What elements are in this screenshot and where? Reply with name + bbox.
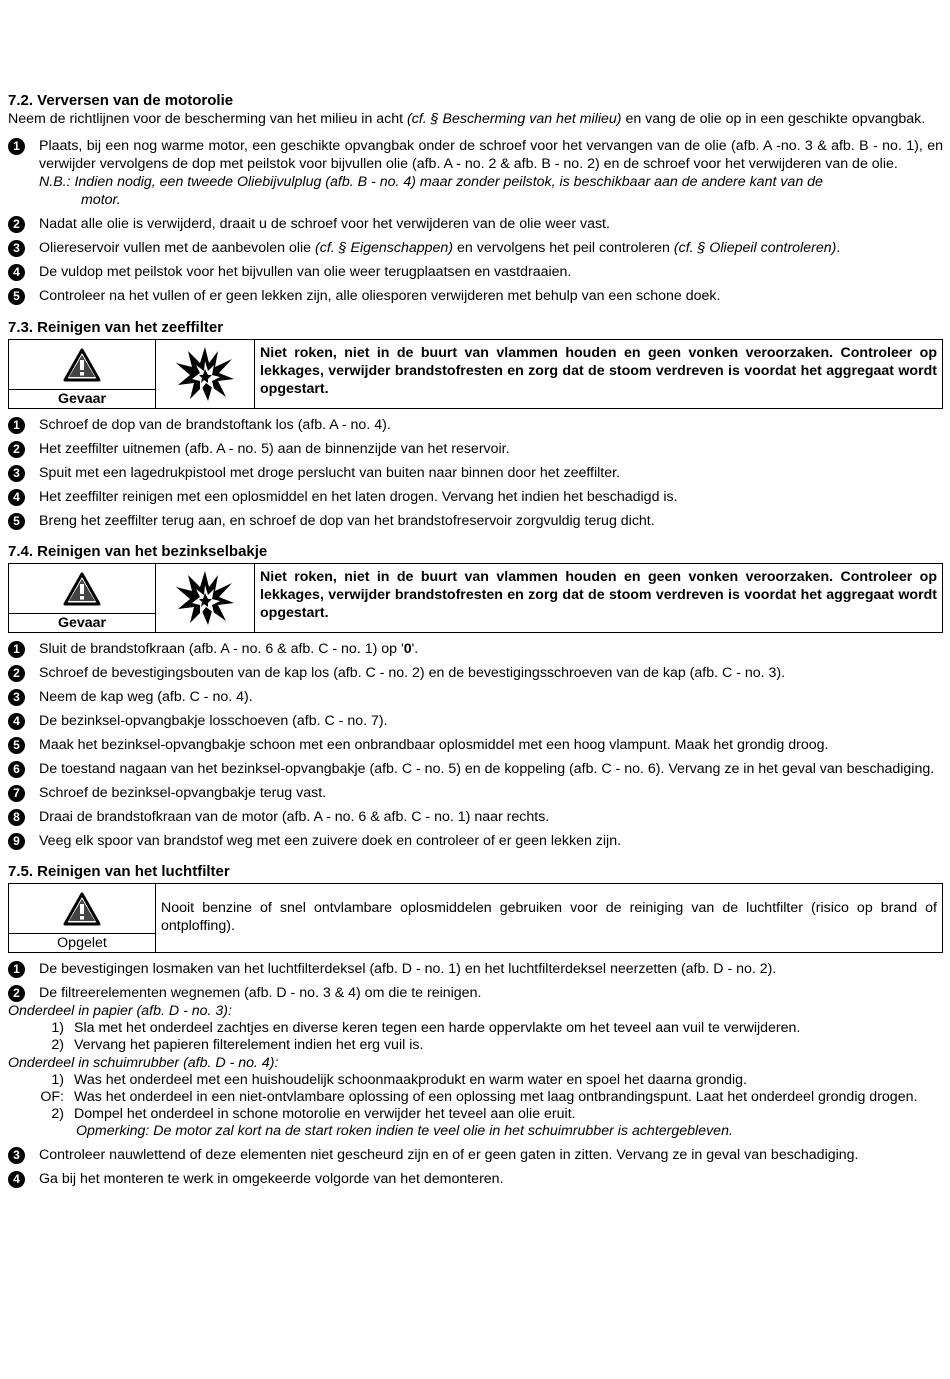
step-number-marker: 7 <box>8 785 25 802</box>
step-text: Controleer nauwlettend of deze elementen niet gescheurd zijn en of er geen gaten in zitten. Vervang ze in geval van beschadiging. <box>39 1147 859 1163</box>
step-number-marker: 3 <box>8 689 25 706</box>
list-item: 2) Vervang het papieren filterelement indien het erg vuil is. <box>51 1037 424 1053</box>
step-text: Neem de kap weg (afb. C - no. 4). <box>39 689 253 705</box>
step-item <box>8 960 943 978</box>
step-number-marker: 1 <box>8 641 25 658</box>
step-item <box>8 1146 943 1164</box>
step-number-marker: 2 <box>8 985 25 1002</box>
list-item: OF: Was het onderdeel in een niet-ontvlambare oplossing of een oplossing met laag ontbrandingspunt. Laat het onderdeel grondig drogen. <box>40 1089 918 1105</box>
step-number-marker: 5 <box>8 288 25 305</box>
step-item <box>8 832 943 850</box>
caution-text: Nooit benzine of snel ontvlambare oplosmiddelen gebruiken voor de reiniging van de luchtfilter (risico op brand of ontploffing). <box>161 900 937 934</box>
step-item <box>8 712 943 730</box>
document-page <box>8 92 943 1188</box>
warning-triangle-icon <box>9 340 155 389</box>
step-text: Controleer na het vullen of er geen lekken zijn, alle oliesporen verwijderen met behulp van een schone doek. <box>39 288 721 304</box>
step-number-marker: 3 <box>8 465 25 482</box>
step-text: De filtreerelementen wegnemen (afb. D - no. 3 & 4) om die te reinigen. <box>39 985 482 1001</box>
step-text: De toestand nagaan van het bezinksel-opvangbakje (afb. C - no. 5) en de koppeling (afb. C - no. 6). Vervang ze in het geval van beschadiging. <box>39 761 935 777</box>
step-number-marker: 3 <box>8 240 25 257</box>
step-number-marker: 6 <box>8 761 25 778</box>
step-item <box>8 640 943 658</box>
step-item <box>8 287 943 305</box>
step-number-marker: 2 <box>8 665 25 682</box>
step-item <box>8 808 943 826</box>
step-text: Oliereservoir vullen met de aanbevolen olie (cf. § Eigenschappen) en vervolgens het peil controleren (cf. § Oliepeil controleren). <box>39 240 841 256</box>
step-item <box>8 984 943 1002</box>
step-item <box>8 1170 943 1188</box>
section-title-7-2: 7.2. Verversen van de motorolie <box>8 92 234 109</box>
note-text: N.B.: Indien nodig, een tweede Oliebijvulplug (afb. B - no. 4) maar zonder peilstok, is beschikbaar aan de andere kant van de motor. <box>39 174 823 208</box>
step-text: Ga bij het monteren te werk in omgekeerde volgorde van het demonteren. <box>39 1171 504 1187</box>
step-text: Maak het bezinksel-opvangbakje schoon met een onbrandbaar oplosmiddel met een hoog vlampunt. Maak het grondig droog. <box>39 737 829 753</box>
step-number-marker: 1 <box>8 417 25 434</box>
step-item <box>8 488 943 506</box>
step-item <box>8 263 943 281</box>
step-number-marker: 3 <box>8 1147 25 1164</box>
section-title-7-5: 7.5. Reinigen van het luchtfilter <box>8 863 230 880</box>
step-number-marker: 2 <box>8 216 25 233</box>
step-item <box>8 736 943 754</box>
step-item <box>8 440 943 458</box>
step-text: Spuit met een lagedrukpistool met droge perslucht van buiten naar binnen door het zeeffilter. <box>39 465 621 481</box>
step-number-marker: 4 <box>8 489 25 506</box>
list-item: 2) Dompel het onderdeel in schone motorolie en verwijder het teveel aan olie eruit. <box>51 1106 576 1122</box>
step-text: Veeg elk spoor van brandstof weg met een zuivere doek en controleer of er geen lekken zijn. <box>39 833 622 849</box>
step-text: Schroef de dop van de brandstoftank los (afb. A - no. 4). <box>39 417 391 433</box>
step-text: Draai de brandstofkraan van de motor (afb. A - no. 6 & afb. C - no. 1) naar rechts. <box>39 809 550 825</box>
step-item <box>8 664 943 682</box>
danger-text: Niet roken, niet in de buurt van vlammen houden en geen vonken veroorzaken. Controleer op lekkages, verwijder brandstofresten en zorg dat de stoom verdreven is voordat het aggregaat wordt opgestart. <box>260 345 937 397</box>
step-text: Schroef de bevestigingsbouten van de kap los (afb. C - no. 2) en de bevestigingsschroeven van de kap (afb. C - no. 3). <box>39 665 786 681</box>
step-item <box>8 239 943 257</box>
step-number-marker: 1 <box>8 138 25 155</box>
subsection-title: Onderdeel in papier (afb. D - no. 3): <box>8 1003 232 1019</box>
step-item <box>8 464 943 482</box>
warning-triangle-icon <box>9 564 155 613</box>
intro-text: Neem de richtlijnen voor de bescherming van het milieu in acht (cf. § Bescherming van het milieu) en vang de olie op in een geschikte opvangbak. <box>8 111 926 127</box>
step-item <box>8 215 943 233</box>
step-text: Het zeeffilter reinigen met een oplosmiddel en het laten drogen. Vervang het indien het beschadigd is. <box>39 489 678 505</box>
step-item <box>8 760 943 778</box>
step-number-marker: 5 <box>8 513 25 530</box>
list-item: 1) Sla met het onderdeel zachtjes en diverse keren tegen een harde oppervlakte om het teveel aan vuil te verwijderen. <box>51 1020 801 1036</box>
step-item <box>8 416 943 434</box>
explosion-icon <box>156 564 255 632</box>
step-number-marker: 4 <box>8 264 25 281</box>
danger-text: Niet roken, niet in de buurt van vlammen houden en geen vonken veroorzaken. Controleer op lekkages, verwijder brandstofresten en zorg dat de stoom verdreven is voordat het aggregaat wordt opgestart. <box>260 569 937 621</box>
caution-box <box>8 883 943 953</box>
step-number-marker: 1 <box>8 961 25 978</box>
warning-triangle-icon <box>9 884 155 933</box>
step-text: De bevestigingen losmaken van het luchtfilterdeksel (afb. D - no. 1) en het luchtfilterdeksel neerzetten (afb. D - no. 2). <box>39 961 777 977</box>
step-text: Breng het zeeffilter terug aan, en schroef de dop van het brandstofreservoir zorgvuldig terug dicht. <box>39 513 655 529</box>
step-text: Het zeeffilter uitnemen (afb. A - no. 5) aan de binnenzijde van het reservoir. <box>39 441 510 457</box>
danger-warning-box <box>8 339 943 409</box>
danger-label: Gevaar <box>9 389 155 408</box>
step-number-marker: 5 <box>8 737 25 754</box>
step-item <box>8 137 943 209</box>
caution-label: Opgelet <box>9 933 155 952</box>
step-number-marker: 2 <box>8 441 25 458</box>
step-text: De vuldop met peilstok voor het bijvullen van olie weer terugplaatsen en vastdraaien. <box>39 264 572 280</box>
step-item <box>8 688 943 706</box>
step-text: Plaats, bij een nog warme motor, een geschikte opvangbak onder de schroef voor het vervangen van de olie (afb. A -no. 3 & afb. B - no. 1), en verwijder vervolgens de dop met peilstok voor bijvullen olie (afb. A - no. 2 & afb. B - no. 2) en de schroef voor het verwijderen van de olie. <box>39 138 943 172</box>
step-number-marker: 9 <box>8 833 25 850</box>
step-number-marker: 4 <box>8 713 25 730</box>
step-item <box>8 512 943 530</box>
step-text: De bezinksel-opvangbakje losschoeven (afb. C - no. 7). <box>39 713 388 729</box>
list-item: 1) Was het onderdeel met een huishoudelijk schoonmaakprodukt en warm water en spoel het daarna grondig. <box>51 1072 747 1088</box>
section-title-7-3: 7.3. Reinigen van het zeeffilter <box>8 319 224 336</box>
subsection-title: Onderdeel in schuimrubber (afb. D - no. 4): <box>8 1055 279 1071</box>
step-number-marker: 4 <box>8 1171 25 1188</box>
step-text: Nadat alle olie is verwijderd, draait u de schroef voor het verwijderen van de olie weer vast. <box>39 216 610 232</box>
step-text: Sluit de brandstofkraan (afb. A - no. 6 & afb. C - no. 1) op '0'. <box>39 641 419 657</box>
danger-label: Gevaar <box>9 613 155 632</box>
danger-warning-box <box>8 563 943 633</box>
step-item <box>8 784 943 802</box>
step-text: Schroef de bezinksel-opvangbakje terug vast. <box>39 785 327 801</box>
explosion-icon <box>156 340 255 408</box>
step-number-marker: 8 <box>8 809 25 826</box>
remark-text: Opmerking: De motor zal kort na de start roken indien te veel olie in het schuimrubber is achtergebleven. <box>76 1123 733 1139</box>
section-title-7-4: 7.4. Reinigen van het bezinkselbakje <box>8 543 268 560</box>
